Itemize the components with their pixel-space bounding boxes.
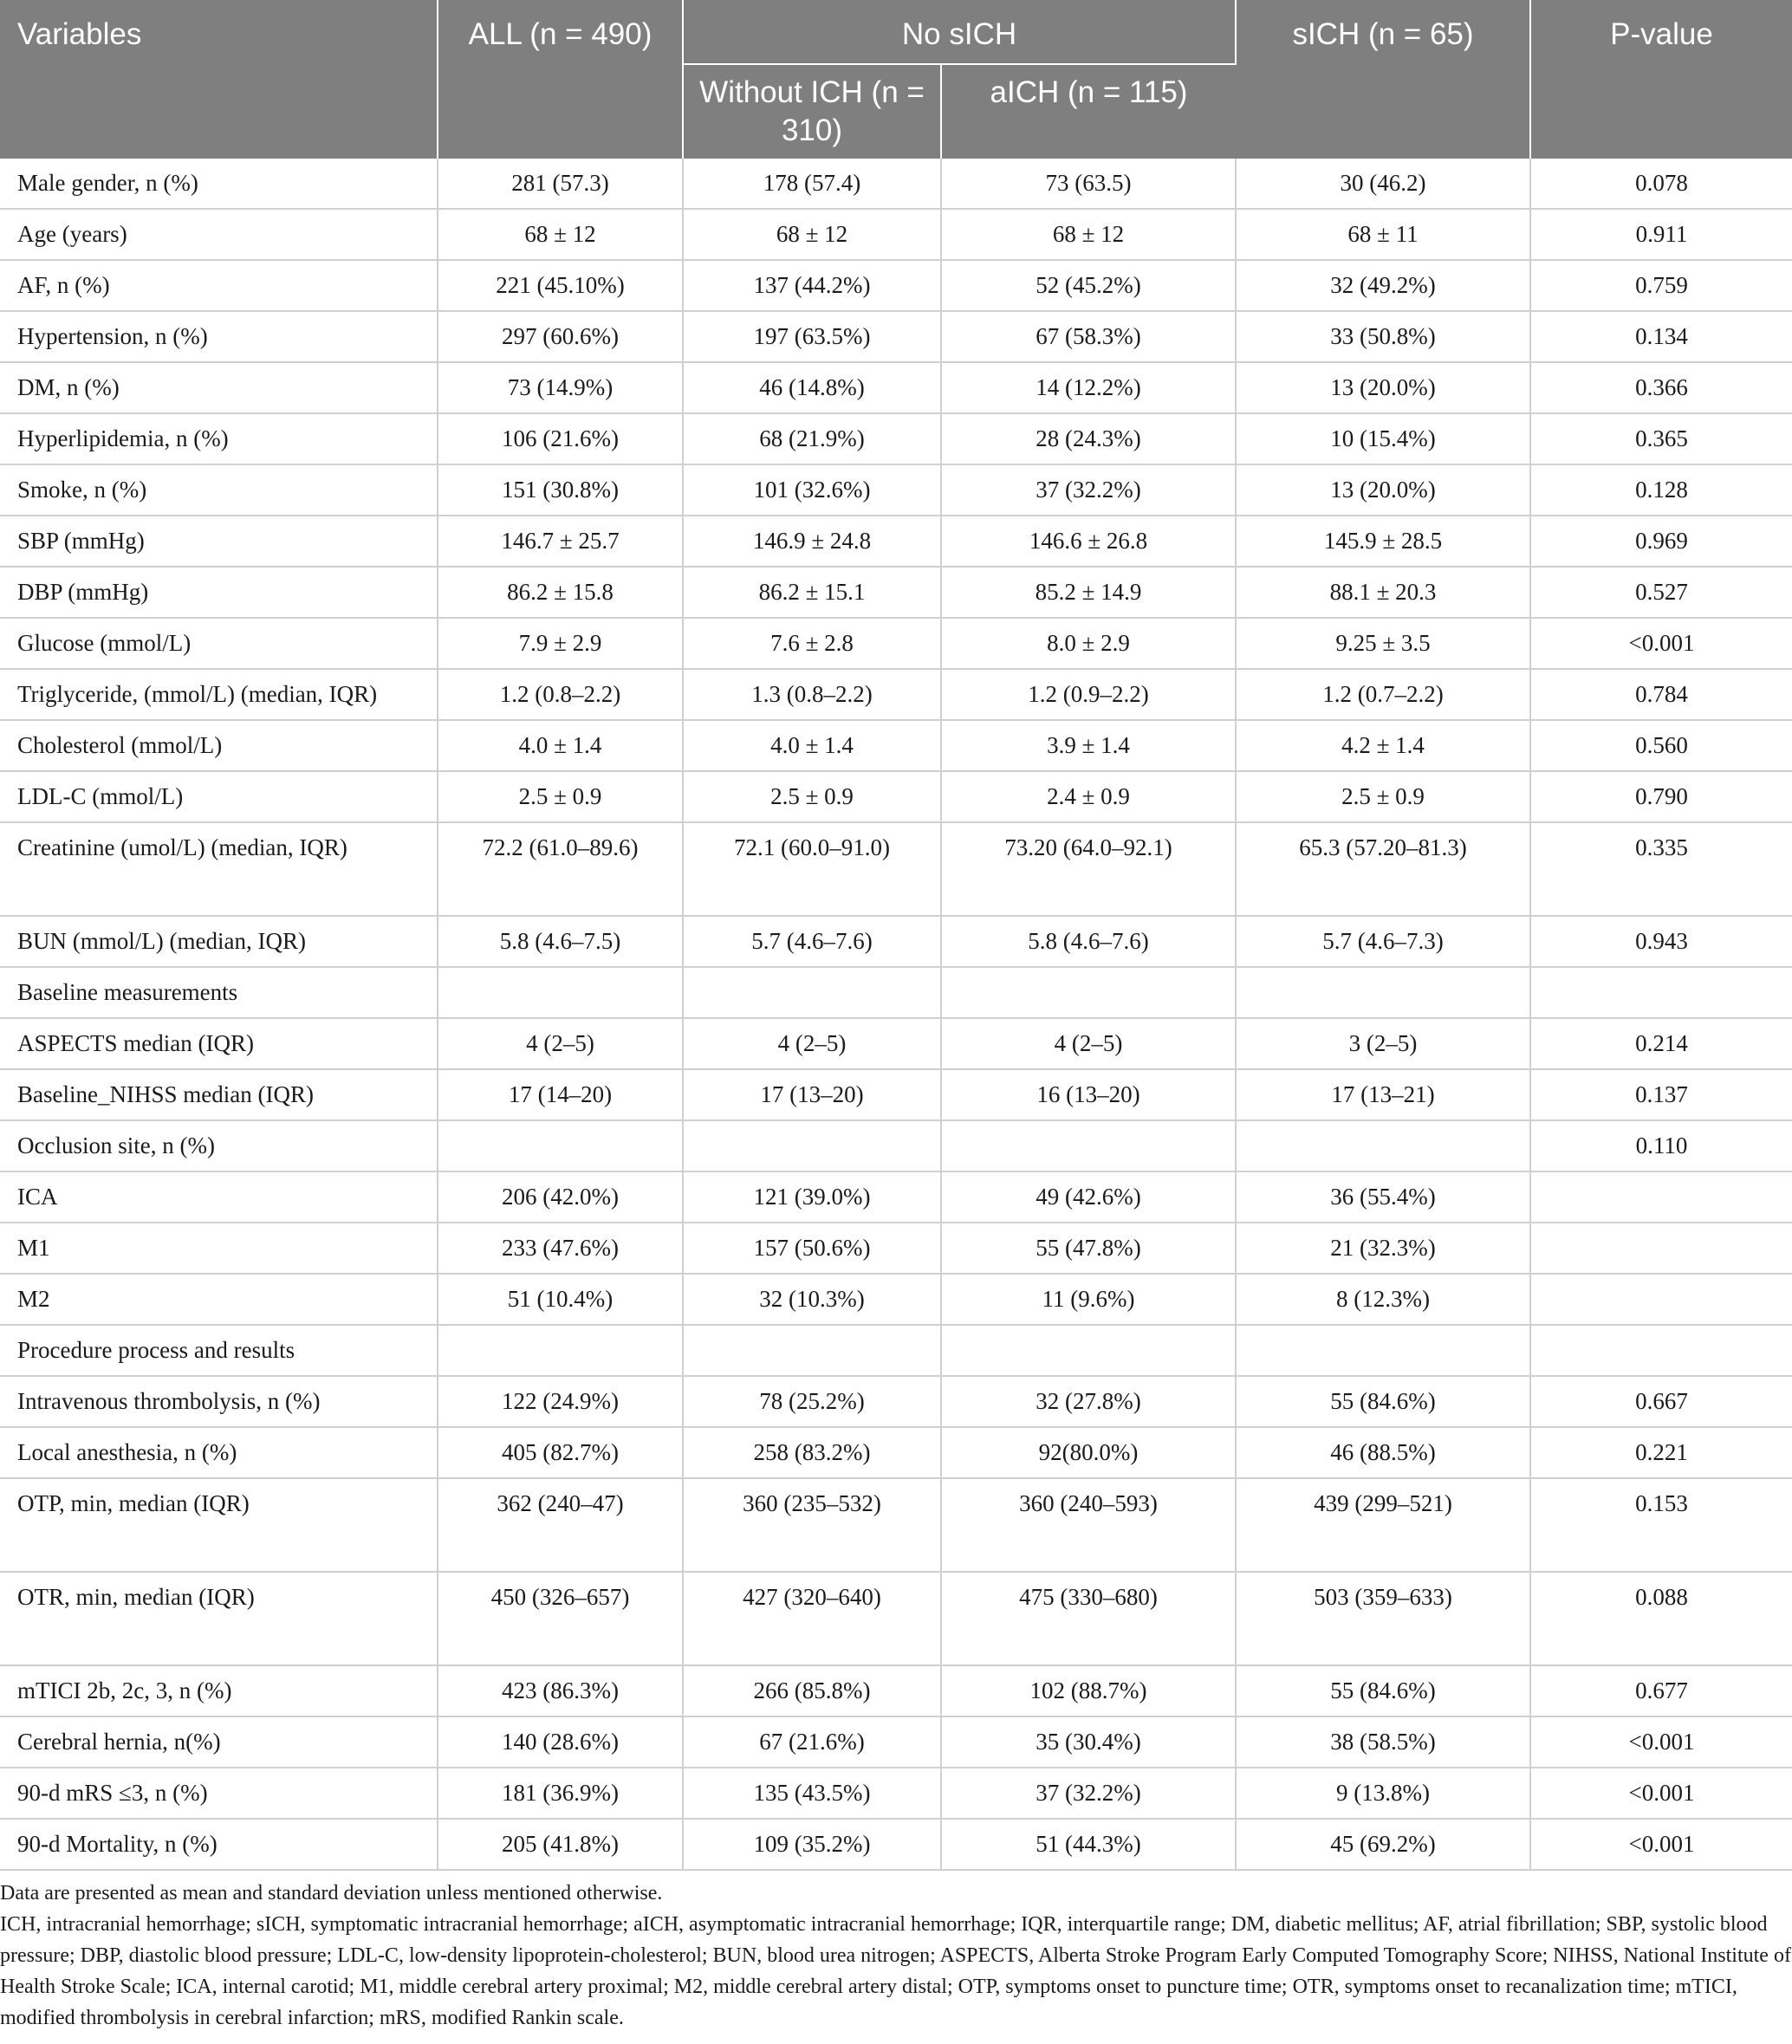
- cell-all: [438, 967, 683, 1018]
- cell-variable: Smoke, n (%): [0, 464, 438, 516]
- cell-sich: 38 (58.5%): [1236, 1716, 1530, 1768]
- cell-aich: 2.4 ± 0.9: [941, 771, 1236, 822]
- cell-variable: Baseline_NIHSS median (IQR): [0, 1069, 438, 1120]
- cell-pvalue: 0.221: [1530, 1427, 1792, 1478]
- cell-pvalue: 0.784: [1530, 669, 1792, 720]
- cell-pvalue: 0.527: [1530, 567, 1792, 618]
- table-row: [0, 1223, 1792, 1274]
- cell-pvalue: 0.078: [1530, 159, 1792, 209]
- cell-all: 233 (47.6%): [438, 1223, 683, 1274]
- cell-all: 68 ± 12: [438, 209, 683, 260]
- cell-pvalue: [1530, 967, 1792, 1018]
- table-row: [0, 1069, 1792, 1120]
- cell-pvalue: [1530, 1171, 1792, 1223]
- header-no-sich: No sICH: [683, 0, 1236, 64]
- cell-sich: 13 (20.0%): [1236, 362, 1530, 413]
- cell-all: 405 (82.7%): [438, 1427, 683, 1478]
- cell-aich: 3.9 ± 1.4: [941, 720, 1236, 771]
- cell-sich: 9.25 ± 3.5: [1236, 618, 1530, 669]
- cell-without-ich: 72.1 (60.0–91.0): [683, 822, 941, 916]
- cell-without-ich: [683, 1325, 941, 1376]
- cell-all: 17 (14–20): [438, 1069, 683, 1120]
- cell-sich: 21 (32.3%): [1236, 1223, 1530, 1274]
- cell-all: 151 (30.8%): [438, 464, 683, 516]
- cell-all: 1.2 (0.8–2.2): [438, 669, 683, 720]
- cell-variable: ICA: [0, 1171, 438, 1223]
- table-row: [0, 916, 1792, 967]
- cell-without-ich: 109 (35.2%): [683, 1819, 941, 1870]
- table-row: [0, 1120, 1792, 1171]
- table-row: [0, 1171, 1792, 1223]
- cell-aich: 8.0 ± 2.9: [941, 618, 1236, 669]
- cell-sich: 55 (84.6%): [1236, 1665, 1530, 1716]
- header-aich: aICH (n = 115): [941, 64, 1236, 159]
- table-row: [0, 1325, 1792, 1376]
- cell-without-ich: 121 (39.0%): [683, 1171, 941, 1223]
- cell-aich: 37 (32.2%): [941, 464, 1236, 516]
- cell-aich: 475 (330–680): [941, 1572, 1236, 1665]
- cell-pvalue: 0.790: [1530, 771, 1792, 822]
- cell-without-ich: 46 (14.8%): [683, 362, 941, 413]
- cell-pvalue: [1530, 1223, 1792, 1274]
- cell-aich: 49 (42.6%): [941, 1171, 1236, 1223]
- cell-variable: Male gender, n (%): [0, 159, 438, 209]
- table-row: [0, 413, 1792, 464]
- table-row: [0, 209, 1792, 260]
- cell-sich: 30 (46.2): [1236, 159, 1530, 209]
- cell-all: 5.8 (4.6–7.5): [438, 916, 683, 967]
- cell-all: 106 (21.6%): [438, 413, 683, 464]
- table-footnotes: [0, 1871, 1792, 2034]
- cell-all: 73 (14.9%): [438, 362, 683, 413]
- cell-without-ich: 427 (320–640): [683, 1572, 941, 1665]
- cell-without-ich: 67 (21.6%): [683, 1716, 941, 1768]
- cell-without-ich: 7.6 ± 2.8: [683, 618, 941, 669]
- cell-all: [438, 1325, 683, 1376]
- cell-pvalue: 0.153: [1530, 1478, 1792, 1572]
- cell-pvalue: [1530, 1325, 1792, 1376]
- header-variables: Variables: [0, 0, 438, 159]
- table-row: [0, 1478, 1792, 1572]
- cell-sich: 33 (50.8%): [1236, 311, 1530, 362]
- cell-sich: 68 ± 11: [1236, 209, 1530, 260]
- cell-sich: 55 (84.6%): [1236, 1376, 1530, 1427]
- cell-aich: 4 (2–5): [941, 1018, 1236, 1069]
- cell-variable: SBP (mmHg): [0, 516, 438, 567]
- cell-variable: M2: [0, 1274, 438, 1325]
- cell-all: 4.0 ± 1.4: [438, 720, 683, 771]
- cell-sich: 46 (88.5%): [1236, 1427, 1530, 1478]
- header-all: ALL (n = 490): [438, 0, 683, 159]
- cell-all: 51 (10.4%): [438, 1274, 683, 1325]
- cell-aich: [941, 967, 1236, 1018]
- cell-aich: 55 (47.8%): [941, 1223, 1236, 1274]
- cell-pvalue: 0.128: [1530, 464, 1792, 516]
- cell-without-ich: 360 (235–532): [683, 1478, 941, 1572]
- cell-sich: 88.1 ± 20.3: [1236, 567, 1530, 618]
- cell-without-ich: 135 (43.5%): [683, 1768, 941, 1819]
- footnote-abbreviations: ICH, intracranial hemorrhage; sICH, symptomatic intracranial hemorrhage; aICH, asymptomatic intracranial hemorrhage; IQR, interquartile range; DM, diabetic mellitus; AF, atrial fibrillation; SBP, systolic blood pressure; DBP, diastolic blood pressure; LDL-C, low-density lipoprotein-cholesterol; BUN, blood urea nitrogen; ASPECTS, Alberta Stroke Program Early Computed Tomography Score; NIHSS, National Institute of Health Stroke Scale; ICA, internal carotid; M1, middle cerebral artery proximal; M2, middle cerebral artery distal; OTP, symptoms onset to puncture time; OTR, symptoms onset to recanalization time; mTICI, modified thrombolysis in cerebral infarction; mRS, modified Rankin scale.: [0, 1913, 1791, 2029]
- table-body: [0, 159, 1792, 1870]
- table-row: [0, 1274, 1792, 1325]
- table-row: [0, 720, 1792, 771]
- cell-aich: 92(80.0%): [941, 1427, 1236, 1478]
- cell-all: 2.5 ± 0.9: [438, 771, 683, 822]
- cell-sich: 3 (2–5): [1236, 1018, 1530, 1069]
- cell-pvalue: [1530, 1274, 1792, 1325]
- cell-without-ich: 178 (57.4): [683, 159, 941, 209]
- cell-aich: 52 (45.2%): [941, 260, 1236, 311]
- cell-pvalue: 0.110: [1530, 1120, 1792, 1171]
- cell-aich: 28 (24.3%): [941, 413, 1236, 464]
- cell-sich: 8 (12.3%): [1236, 1274, 1530, 1325]
- cell-all: 146.7 ± 25.7: [438, 516, 683, 567]
- cell-variable: M1: [0, 1223, 438, 1274]
- cell-aich: 67 (58.3%): [941, 311, 1236, 362]
- cell-variable: Cerebral hernia, n(%): [0, 1716, 438, 1768]
- cell-without-ich: 197 (63.5%): [683, 311, 941, 362]
- cell-aich: 5.8 (4.6–7.6): [941, 916, 1236, 967]
- table-row: [0, 311, 1792, 362]
- cell-pvalue: 0.365: [1530, 413, 1792, 464]
- cell-all: 281 (57.3): [438, 159, 683, 209]
- table-row: [0, 618, 1792, 669]
- cell-sich: 503 (359–633): [1236, 1572, 1530, 1665]
- cell-variable: DBP (mmHg): [0, 567, 438, 618]
- cell-pvalue: 0.667: [1530, 1376, 1792, 1427]
- cell-all: 72.2 (61.0–89.6): [438, 822, 683, 916]
- cell-aich: 73.20 (64.0–92.1): [941, 822, 1236, 916]
- cell-pvalue: 0.943: [1530, 916, 1792, 967]
- cell-all: 206 (42.0%): [438, 1171, 683, 1223]
- cell-sich: 45 (69.2%): [1236, 1819, 1530, 1870]
- cell-without-ich: 68 (21.9%): [683, 413, 941, 464]
- cell-pvalue: <0.001: [1530, 1819, 1792, 1870]
- table-row: [0, 1716, 1792, 1768]
- cell-without-ich: 86.2 ± 15.1: [683, 567, 941, 618]
- cell-sich: 145.9 ± 28.5: [1236, 516, 1530, 567]
- cell-sich: 2.5 ± 0.9: [1236, 771, 1530, 822]
- cell-without-ich: 5.7 (4.6–7.6): [683, 916, 941, 967]
- cell-without-ich: 78 (25.2%): [683, 1376, 941, 1427]
- cell-all: 450 (326–657): [438, 1572, 683, 1665]
- table-row: [0, 1768, 1792, 1819]
- cell-pvalue: 0.560: [1530, 720, 1792, 771]
- cell-aich: 51 (44.3%): [941, 1819, 1236, 1870]
- cell-pvalue: 0.134: [1530, 311, 1792, 362]
- cell-pvalue: 0.214: [1530, 1018, 1792, 1069]
- cell-all: 181 (36.9%): [438, 1768, 683, 1819]
- cell-all: 423 (86.3%): [438, 1665, 683, 1716]
- cell-variable: DM, n (%): [0, 362, 438, 413]
- cell-all: [438, 1120, 683, 1171]
- cell-sich: 13 (20.0%): [1236, 464, 1530, 516]
- cell-sich: 32 (49.2%): [1236, 260, 1530, 311]
- table-row: [0, 822, 1792, 916]
- cell-variable: OTP, min, median (IQR): [0, 1478, 438, 1572]
- cell-variable: ASPECTS median (IQR): [0, 1018, 438, 1069]
- cell-pvalue: <0.001: [1530, 618, 1792, 669]
- cell-sich: 36 (55.4%): [1236, 1171, 1530, 1223]
- header-sich: sICH (n = 65): [1236, 0, 1530, 159]
- cell-pvalue: <0.001: [1530, 1768, 1792, 1819]
- cell-sich: 65.3 (57.20–81.3): [1236, 822, 1530, 916]
- cell-without-ich: 2.5 ± 0.9: [683, 771, 941, 822]
- cell-without-ich: 4 (2–5): [683, 1018, 941, 1069]
- cell-all: 297 (60.6%): [438, 311, 683, 362]
- table-row: [0, 1819, 1792, 1870]
- cell-without-ich: 157 (50.6%): [683, 1223, 941, 1274]
- cell-pvalue: 0.759: [1530, 260, 1792, 311]
- cell-sich: 10 (15.4%): [1236, 413, 1530, 464]
- footnote-data-presentation: Data are presented as mean and standard deviation unless mentioned otherwise.: [0, 1882, 663, 1904]
- cell-all: 221 (45.10%): [438, 260, 683, 311]
- cell-without-ich: 1.3 (0.8–2.2): [683, 669, 941, 720]
- cell-aich: 146.6 ± 26.8: [941, 516, 1236, 567]
- cell-variable: AF, n (%): [0, 260, 438, 311]
- cell-sich: [1236, 967, 1530, 1018]
- cell-sich: 439 (299–521): [1236, 1478, 1530, 1572]
- cell-aich: [941, 1325, 1236, 1376]
- cell-without-ich: 266 (85.8%): [683, 1665, 941, 1716]
- cell-all: 4 (2–5): [438, 1018, 683, 1069]
- cell-pvalue: 0.137: [1530, 1069, 1792, 1120]
- cell-all: 86.2 ± 15.8: [438, 567, 683, 618]
- table-row: [0, 1018, 1792, 1069]
- table-row: [0, 967, 1792, 1018]
- cell-aich: 360 (240–593): [941, 1478, 1236, 1572]
- cell-variable: mTICI 2b, 2c, 3, n (%): [0, 1665, 438, 1716]
- cell-variable: Hyperlipidemia, n (%): [0, 413, 438, 464]
- cell-without-ich: 32 (10.3%): [683, 1274, 941, 1325]
- cell-variable: Intravenous thrombolysis, n (%): [0, 1376, 438, 1427]
- cell-without-ich: 146.9 ± 24.8: [683, 516, 941, 567]
- cell-aich: 68 ± 12: [941, 209, 1236, 260]
- cell-variable: Creatinine (umol/L) (median, IQR): [0, 822, 438, 916]
- cell-all: 362 (240–47): [438, 1478, 683, 1572]
- table-row: [0, 362, 1792, 413]
- cell-variable: BUN (mmol/L) (median, IQR): [0, 916, 438, 967]
- header-without-ich: Without ICH (n = 310): [683, 64, 941, 159]
- cell-sich: 9 (13.8%): [1236, 1768, 1530, 1819]
- cell-sich: [1236, 1325, 1530, 1376]
- header-pvalue: P-value: [1530, 0, 1792, 159]
- table-row: [0, 1376, 1792, 1427]
- cell-sich: [1236, 1120, 1530, 1171]
- cell-without-ich: 258 (83.2%): [683, 1427, 941, 1478]
- cell-without-ich: 17 (13–20): [683, 1069, 941, 1120]
- cell-aich: 14 (12.2%): [941, 362, 1236, 413]
- cell-variable: Local anesthesia, n (%): [0, 1427, 438, 1478]
- table-row: [0, 159, 1792, 209]
- table-row: [0, 771, 1792, 822]
- table-row: [0, 567, 1792, 618]
- cell-aich: 11 (9.6%): [941, 1274, 1236, 1325]
- table-row: [0, 464, 1792, 516]
- cell-variable: OTR, min, median (IQR): [0, 1572, 438, 1665]
- cell-aich: 102 (88.7%): [941, 1665, 1236, 1716]
- cell-all: 7.9 ± 2.9: [438, 618, 683, 669]
- cell-without-ich: [683, 1120, 941, 1171]
- cell-aich: 32 (27.8%): [941, 1376, 1236, 1427]
- cell-variable: Age (years): [0, 209, 438, 260]
- cell-aich: 16 (13–20): [941, 1069, 1236, 1120]
- cell-variable: Occlusion site, n (%): [0, 1120, 438, 1171]
- cell-all: 122 (24.9%): [438, 1376, 683, 1427]
- cell-without-ich: 68 ± 12: [683, 209, 941, 260]
- cell-pvalue: 0.366: [1530, 362, 1792, 413]
- cell-pvalue: 0.088: [1530, 1572, 1792, 1665]
- cell-variable: LDL-C (mmol/L): [0, 771, 438, 822]
- cell-sich: 1.2 (0.7–2.2): [1236, 669, 1530, 720]
- cell-pvalue: 0.911: [1530, 209, 1792, 260]
- cell-without-ich: 101 (32.6%): [683, 464, 941, 516]
- cell-variable: Glucose (mmol/L): [0, 618, 438, 669]
- cell-pvalue: 0.677: [1530, 1665, 1792, 1716]
- cell-all: 205 (41.8%): [438, 1819, 683, 1870]
- table-row: [0, 669, 1792, 720]
- cell-variable: Triglyceride, (mmol/L) (median, IQR): [0, 669, 438, 720]
- cell-sich: 5.7 (4.6–7.3): [1236, 916, 1530, 967]
- cell-without-ich: 4.0 ± 1.4: [683, 720, 941, 771]
- cell-variable: 90-d Mortality, n (%): [0, 1819, 438, 1870]
- cell-variable: 90-d mRS ≤3, n (%): [0, 1768, 438, 1819]
- cell-without-ich: [683, 967, 941, 1018]
- cell-variable: Cholesterol (mmol/L): [0, 720, 438, 771]
- cell-without-ich: 137 (44.2%): [683, 260, 941, 311]
- cell-pvalue: <0.001: [1530, 1716, 1792, 1768]
- cell-pvalue: 0.335: [1530, 822, 1792, 916]
- cell-aich: 35 (30.4%): [941, 1716, 1236, 1768]
- cell-aich: 73 (63.5): [941, 159, 1236, 209]
- cell-variable: Hypertension, n (%): [0, 311, 438, 362]
- cell-aich: 85.2 ± 14.9: [941, 567, 1236, 618]
- cell-aich: 37 (32.2%): [941, 1768, 1236, 1819]
- table-row: [0, 260, 1792, 311]
- cell-sich: 4.2 ± 1.4: [1236, 720, 1530, 771]
- cell-pvalue: 0.969: [1530, 516, 1792, 567]
- cell-sich: 17 (13–21): [1236, 1069, 1530, 1120]
- cell-aich: [941, 1120, 1236, 1171]
- cell-variable: Baseline measurements: [0, 967, 438, 1018]
- cell-aich: 1.2 (0.9–2.2): [941, 669, 1236, 720]
- cell-variable: Procedure process and results: [0, 1325, 438, 1376]
- table-row: [0, 516, 1792, 567]
- table-row: [0, 1665, 1792, 1716]
- cell-all: 140 (28.6%): [438, 1716, 683, 1768]
- table-row: [0, 1427, 1792, 1478]
- table-row: [0, 1572, 1792, 1665]
- table-header: [0, 0, 1792, 159]
